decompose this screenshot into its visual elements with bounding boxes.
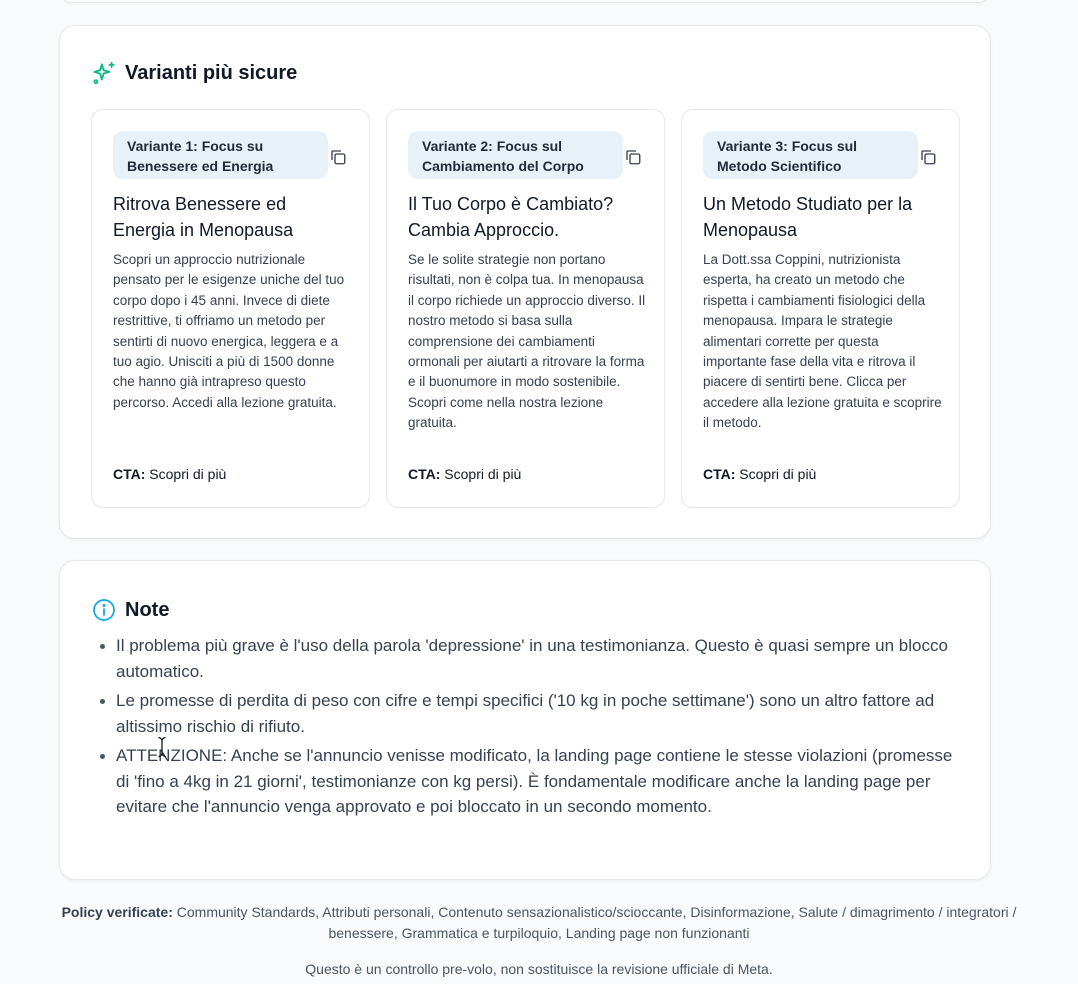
cta-label: CTA: [113, 466, 146, 482]
variant-body: Se le solite strategie non portano risultati, non è colpa tua. In menopausa il corpo richiede un approccio diverso. Il nostro metodo si basa sulla comprensione dei cambiamenti ormonali per aiutarti a ritrovare la forma e il buonumore in modo sostenibile. Scopri come nella nostra lezione gratuita. [408, 252, 646, 431]
notes-title [91, 597, 169, 623]
variants-title [91, 60, 297, 86]
variant-headline: Un Metodo Studiato per la Menopausa [703, 194, 913, 240]
note-item: Il problema più grave è l'uso della parola 'depressione' in una testimonianza. Questo è quasi sempre un blocco automatico. [98, 633, 968, 684]
variant-badge: Variante 3: Focus sul Metodo Scientifico [703, 131, 918, 179]
note-item: Le promesse di perdita di peso con cifre e tempi specifici ('10 kg in poche settimane') sono un altro fattore ad altissimo rischio di rifiuto. [98, 688, 968, 739]
variants-title-text: Varianti più sicure [125, 61, 298, 84]
policies-footer [50, 902, 1028, 944]
cta-value: Scopri di più [149, 466, 227, 482]
text-cursor-icon [157, 736, 167, 758]
cta-value: Scopri di più [739, 466, 817, 482]
notes-list [98, 633, 968, 824]
cta-value: Scopri di più [444, 466, 522, 482]
variant-card-3 [681, 109, 960, 508]
variant-body: Scopri un approccio nutrizionale pensato per le esigenze uniche del tuo corpo dopo i 45 anni. Invece di diete restrittive, ti offriamo un metodo per sentirti di nuovo energica, leggera e a tuo agio. Unisciti a più di 1500 donne che hanno già intrapreso questo percorso. Accedi alla lezione gratuita. [113, 252, 345, 410]
variant-cta [113, 466, 226, 482]
variant-badge: Variante 1: Focus su Benessere ed Energia [113, 131, 328, 179]
policies-label: Policy verificate: [61, 904, 173, 920]
copy-icon[interactable] [917, 146, 939, 168]
previous-card-edge [60, 0, 990, 3]
variant-card-2 [386, 109, 665, 508]
variant-body: La Dott.ssa Coppini, nutrizionista esperta, ha creato un metodo che rispetta i cambiamenti fisiologici della menopausa. Impara le strategie alimentari corrette per questa importante fase della vita e ritrova il piacere di sentirti bene. Clicca per accedere alla lezione gratuita e scoprire il metodo. [703, 252, 942, 431]
variant-cta [703, 466, 816, 482]
notes-panel [59, 560, 991, 880]
variant-cta [408, 466, 521, 482]
copy-icon[interactable] [327, 146, 349, 168]
disclaimer-text: Questo è un controllo pre-volo, non sostituisce la revisione ufficiale di Meta. [305, 961, 773, 977]
variant-badge: Variante 2: Focus sul Cambiamento del Corpo [408, 131, 623, 179]
sparkles-icon [91, 60, 117, 86]
notes-title-text: Note [125, 598, 170, 621]
variant-headline: Il Tuo Corpo è Cambiato? Cambia Approccio. [408, 194, 614, 240]
variant-headline: Ritrova Benessere ed Energia in Menopausa [113, 194, 294, 240]
variants-panel [59, 25, 991, 539]
copy-icon[interactable] [622, 146, 644, 168]
variant-card-1 [91, 109, 370, 508]
policies-value: Community Standards, Attributi personali, Contenuto sensazionalistico/scioccante, Disinformazione, Salute / dimagrimento / integratori / benessere, Grammatica e turpiloquio, Landing page non funzionanti [176, 904, 1017, 941]
cta-label: CTA: [408, 466, 441, 482]
cta-label: CTA: [703, 466, 736, 482]
info-icon [91, 597, 117, 623]
note-item: ATTENZIONE: Anche se l'annuncio venisse modificato, la landing page contiene le stesse violazioni (promesse di 'fino a 4kg in 21 giorni', testimonianze con kg persi). È fondamentale modificare anche la landing page per evitare che l'annuncio venga approvato e poi bloccato in un secondo momento. [98, 743, 968, 820]
